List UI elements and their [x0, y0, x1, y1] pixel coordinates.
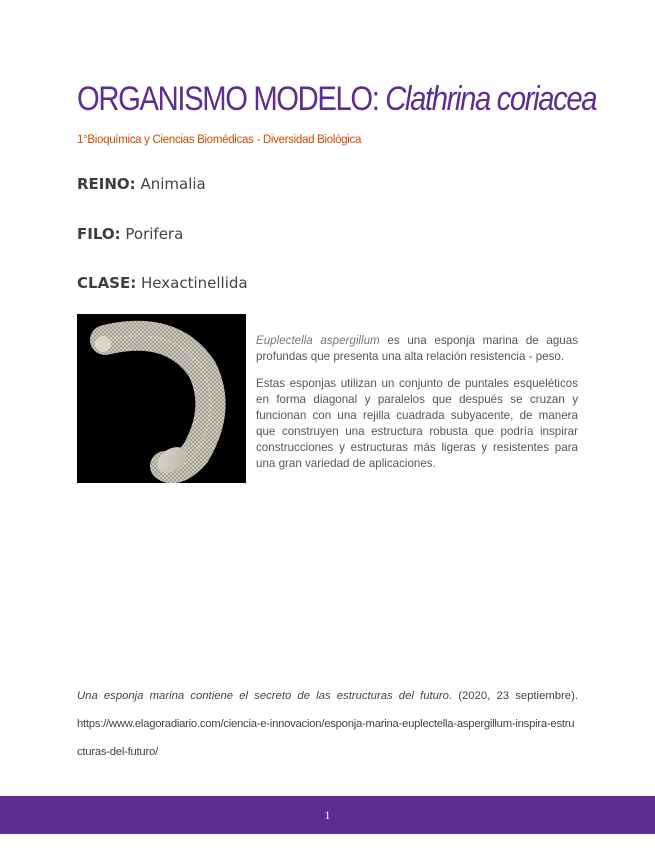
reference-citation [77, 682, 578, 710]
kingdom-field [77, 175, 206, 193]
kingdom-value: Animalia [140, 175, 206, 193]
class-label: CLASE: [77, 274, 137, 292]
class-value: Hexactinellida [141, 274, 248, 292]
kingdom-label: REINO: [77, 175, 136, 193]
page-subtitle: 1°Bioquímica y Ciencias Biomédicas - Diversidad Biológica [77, 134, 362, 146]
phylum-label: FILO: [77, 225, 121, 243]
page-title [77, 80, 596, 119]
phylum-field [77, 225, 183, 243]
page-footer [0, 796, 655, 834]
sponge-photo [77, 314, 246, 483]
reference [77, 682, 578, 766]
phylum-value: Porifera [125, 225, 184, 243]
description-p1-text: es una esponja marina de aguas profundas que presenta una alta relación resistencia - peso. [256, 334, 578, 363]
description-paragraph-1 [256, 333, 578, 365]
reference-title: Una esponja marina contiene el secreto de las estructuras del futuro. [77, 690, 453, 702]
species-name: Euplectella aspergillum [256, 334, 380, 347]
reference-url[interactable]: https://www.elagoradiario.com/ciencia-e-innovacion/esponja-marina-euplectella-aspergillum-inspira-estructuras-del-futuro/ [77, 718, 575, 758]
sponge-illustration [77, 314, 246, 483]
title-prefix: ORGANISMO MODELO: [77, 80, 379, 118]
title-species: Clathrina coriacea [385, 80, 597, 118]
description-paragraph-2: Estas esponjas utilizan un conjunto de puntales esqueléticos en forma diagonal y paralelos que después se cruzan y funcionan con una rejilla cuadrada subyacente, de manera que construyen una estructura robusta que podría inspirar construcciones y estructuras más ligeras y resistentes para una gran variedad de aplicaciones. [256, 377, 578, 470]
reference-date: (2020, 23 septiembre). [452, 690, 578, 702]
description-text [256, 333, 578, 483]
page-number: 1 [324, 808, 331, 822]
class-field [77, 274, 248, 292]
